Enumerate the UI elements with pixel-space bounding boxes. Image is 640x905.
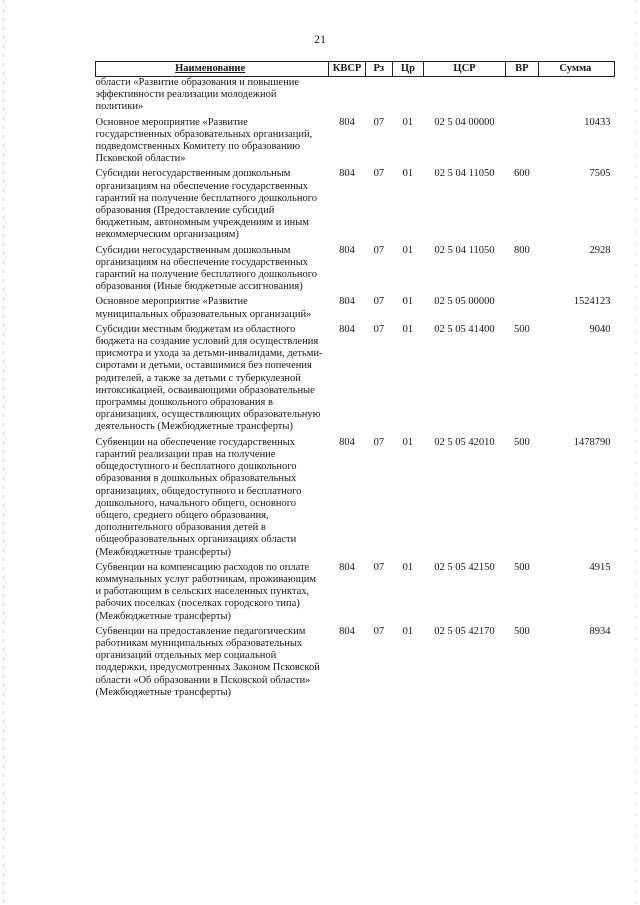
budget-table: [95, 61, 615, 702]
row-kvsr: 804: [339, 244, 355, 256]
scan-edge-left: [3, 0, 4, 905]
table-row: [96, 626, 615, 702]
header-rz: Рз: [365, 62, 392, 77]
row-kvsr: 804: [339, 436, 355, 448]
row-vr: 500: [513, 561, 530, 573]
row-name: Субвенции на обеспечение государственных гарантий реализации прав на получение общедоступного и бесплатного дошкольного образования в дошкольных образовательных организациях, общедоступного и бесплатного дошкольного, начального общего, основного общего, среднего общего образования, дополнительного образования детей в общеобразовательных организациях области (Межбюджетные трансферты): [95, 436, 302, 558]
table-header: [96, 62, 615, 77]
row-sum: 4915: [589, 561, 611, 573]
scan-edge-right: [635, 0, 636, 905]
row-sum: 7505: [589, 168, 611, 180]
row-cr: 01: [402, 323, 414, 335]
row-sum: 2928: [589, 244, 611, 256]
row-csr: 02 5 04 00000: [434, 116, 495, 128]
row-csr: 02 5 05 42170: [434, 625, 495, 637]
row-cr: 01: [402, 625, 414, 637]
header-sum: Сумма: [538, 62, 614, 77]
row-vr: 800: [513, 244, 530, 256]
row-rz: 07: [373, 323, 385, 335]
row-vr: [506, 77, 539, 117]
row-vr: 600: [513, 168, 530, 180]
header-vr: ВР: [506, 62, 539, 77]
header-csr: ЦСР: [423, 62, 505, 77]
row-rz: 07: [373, 244, 385, 256]
table-row: [96, 168, 615, 244]
row-name: Субвенции на предоставление педагогическим работникам муниципальных образовательных организаций отдельных мер социальной поддержки, предусмотренных Законом Псковской области «Об образовании в Псковской области» (Межбюджетные трансферты): [95, 625, 320, 698]
row-cr: 01: [402, 436, 414, 448]
row-sum: 9040: [589, 323, 611, 335]
row-name: Основное мероприятие «Развитие муниципальных образовательных организаций»: [95, 296, 312, 320]
row-vr: [506, 296, 539, 323]
row-kvsr: 804: [339, 561, 355, 573]
row-kvsr: 804: [339, 296, 355, 308]
row-rz: 07: [373, 436, 385, 448]
header-cr: Цр: [392, 62, 423, 77]
row-name: Основное мероприятие «Развитие государственных образовательных организаций, подведомственных Комитету по образованию Псковской области»: [95, 116, 313, 165]
row-cr: 01: [402, 244, 414, 256]
row-cr: [392, 77, 423, 117]
row-csr: 02 5 05 42150: [434, 561, 495, 573]
row-sum: 1478790: [573, 436, 611, 448]
table-row: [96, 245, 615, 297]
row-csr: [423, 77, 505, 117]
row-cr: 01: [402, 561, 414, 573]
table-row: [96, 117, 615, 169]
table-row: [96, 437, 615, 562]
row-sum: 10433: [584, 116, 611, 128]
row-rz: 07: [373, 561, 385, 573]
row-rz: 07: [373, 625, 385, 637]
row-rz: 07: [373, 168, 385, 180]
row-name: области «Развитие образования и повышение эффективности реализации молодежной политики»: [95, 77, 299, 113]
header-row: [96, 62, 615, 77]
table-row: [96, 77, 615, 117]
table-row: [96, 324, 615, 437]
header-name: Наименование: [96, 62, 329, 77]
row-name: Субсидии негосударственным дошкольным организациям на обеспечение государственных гарантий на получение бесплатного дошкольного образования (Предоставление субсидий бюджетным, автономным учреждениям и иным некоммерческим организациям): [95, 168, 317, 241]
row-cr: 01: [402, 168, 414, 180]
table-row: [96, 562, 615, 626]
row-name: Субсидии местным бюджетам из областного бюджета на создание условий для осуществления присмотра и ухода за детьми-инвалидами, детьми-сиротами и детьми, оставшимися без попечения родителей, а также за детьми с туберкулезной интоксикацией, осваивающими образовательные программы дошкольного образования в организациях, осуществляющих образовательную деятельность (Межбюджетные трансферты): [95, 323, 323, 433]
row-rz: [365, 77, 392, 117]
row-kvsr: 804: [339, 323, 355, 335]
row-kvsr: [329, 77, 366, 117]
row-rz: 07: [373, 116, 385, 128]
row-kvsr: 804: [339, 625, 355, 637]
table-body: [96, 77, 615, 702]
table-row: [96, 296, 615, 323]
row-sum: 1524123: [573, 296, 611, 308]
row-sum: 8934: [589, 625, 611, 637]
row-csr: 02 5 05 41400: [434, 323, 495, 335]
row-csr: 02 5 05 00000: [434, 296, 495, 308]
row-vr: [506, 117, 539, 169]
row-kvsr: 804: [339, 116, 355, 128]
row-csr: 02 5 05 42010: [434, 436, 495, 448]
row-csr: 02 5 04 11050: [434, 244, 495, 256]
row-cr: 01: [402, 116, 414, 128]
row-name: Субвенции на компенсацию расходов по оплате коммунальных услуг работникам, проживающим и работающим в сельских населенных пунктах, рабочих поселках (поселках городского типа) (Межбюджетные трансферты): [95, 561, 317, 622]
row-vr: 500: [513, 436, 530, 448]
row-vr: 500: [513, 625, 530, 637]
header-kvsr: КВСР: [329, 62, 366, 77]
row-vr: 500: [513, 323, 530, 335]
row-csr: 02 5 04 11050: [434, 168, 495, 180]
row-name: Субсидии негосударственным дошкольным организациям на обеспечение государственных гарантий на получение бесплатного дошкольного образования (Иные бюджетные ассигнования): [95, 244, 317, 293]
row-sum: [538, 77, 614, 117]
row-cr: 01: [402, 296, 414, 308]
row-rz: 07: [373, 296, 385, 308]
page-number: 21: [314, 32, 326, 46]
row-kvsr: 804: [339, 168, 355, 180]
